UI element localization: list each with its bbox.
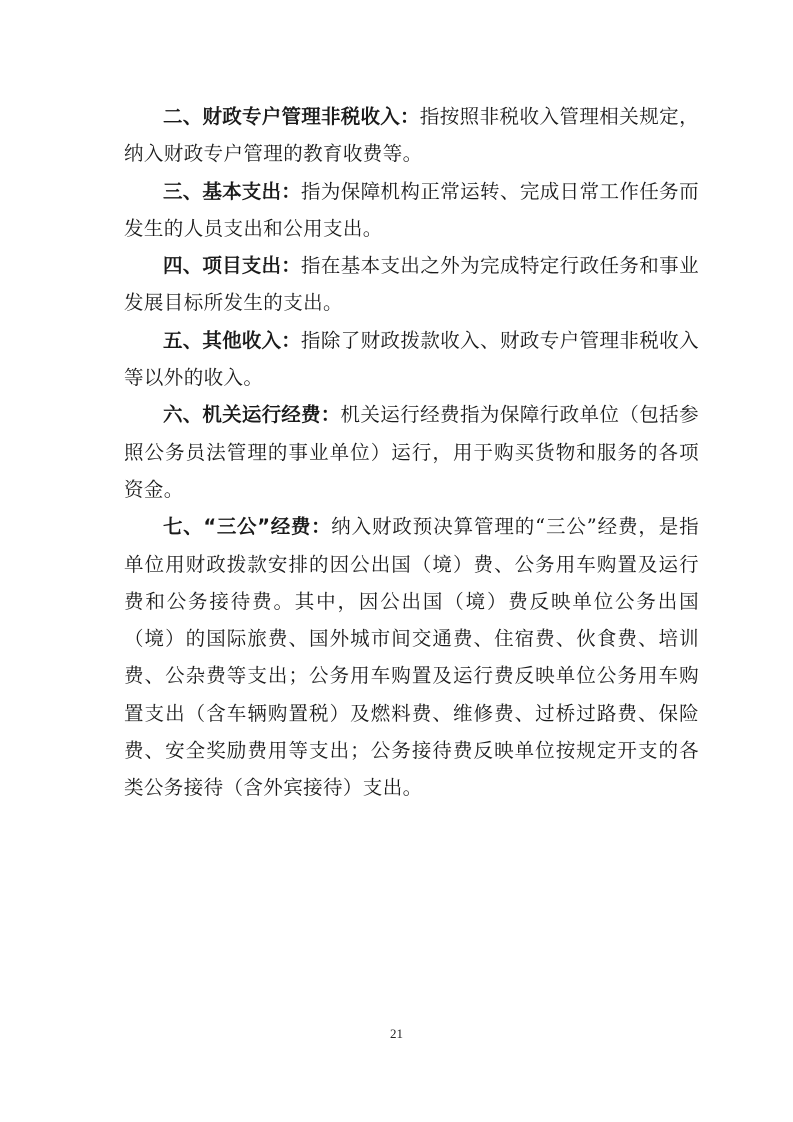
body-text <box>124 98 699 807</box>
page-number: 21 <box>390 1026 403 1041</box>
term-separator: ： <box>400 105 420 128</box>
definition-term: 六、机关运行经费 <box>163 403 321 427</box>
term-separator: ： <box>281 328 301 352</box>
definition-paragraph-7 <box>124 508 699 806</box>
definition-paragraph-5 <box>124 322 699 397</box>
definition-term: 四、项目支出 <box>163 254 282 278</box>
definition-paragraph-2 <box>124 98 699 173</box>
definition-text: 指除了财政拨款收入、财政专户管理非税收入等以外的收入。 <box>124 328 699 390</box>
term-separator: ： <box>281 254 301 278</box>
definition-term: 二、财政专户管理非税收入 <box>163 105 400 128</box>
definition-text: 指为保障机构正常运转、完成日常工作任务而发生的人员支出和公用支出。 <box>124 179 699 240</box>
definition-text: 机关运行经费指为保障行政单位（包括参照公务员法管理的事业单位）运行，用于购买货物和服务的各项资金。 <box>124 403 699 501</box>
definition-text: 纳入财政预决算管理的“三公”经费，是指单位用财政拨款安排的因公出国（境）费、公务用车购置及运行费和公务接待费。其中，因公出国（境）费反映单位公务出国（境）的国际旅费、国外城市间交通费、住宿费、伙食费、培训费、公杂费等支出；公务用车购置及运行费反映单位公务用车购置支出（含车辆购置税）及燃料费、维修费、过桥过路费、保险费、安全奖励费用等支出；公务接待费反映单位按规定开支的各类公务接待（含外宾接待）支出。 <box>124 515 699 800</box>
term-separator: ： <box>311 515 332 539</box>
definition-term: 五、其他收入 <box>163 328 282 352</box>
definition-text: 指在基本支出之外为完成特定行政任务和事业发展目标所发生的支出。 <box>124 254 699 315</box>
term-separator: ： <box>281 179 301 203</box>
term-separator: ： <box>320 403 341 427</box>
definition-paragraph-3 <box>124 173 699 248</box>
definition-paragraph-4 <box>124 247 699 322</box>
definition-term: 七、“三公”经费 <box>163 515 312 539</box>
definition-term: 三、基本支出 <box>163 179 282 203</box>
definition-text: 指按照非税收入管理相关规定，纳入财政专户管理的教育收费等。 <box>124 105 699 166</box>
definition-paragraph-6 <box>124 396 699 508</box>
